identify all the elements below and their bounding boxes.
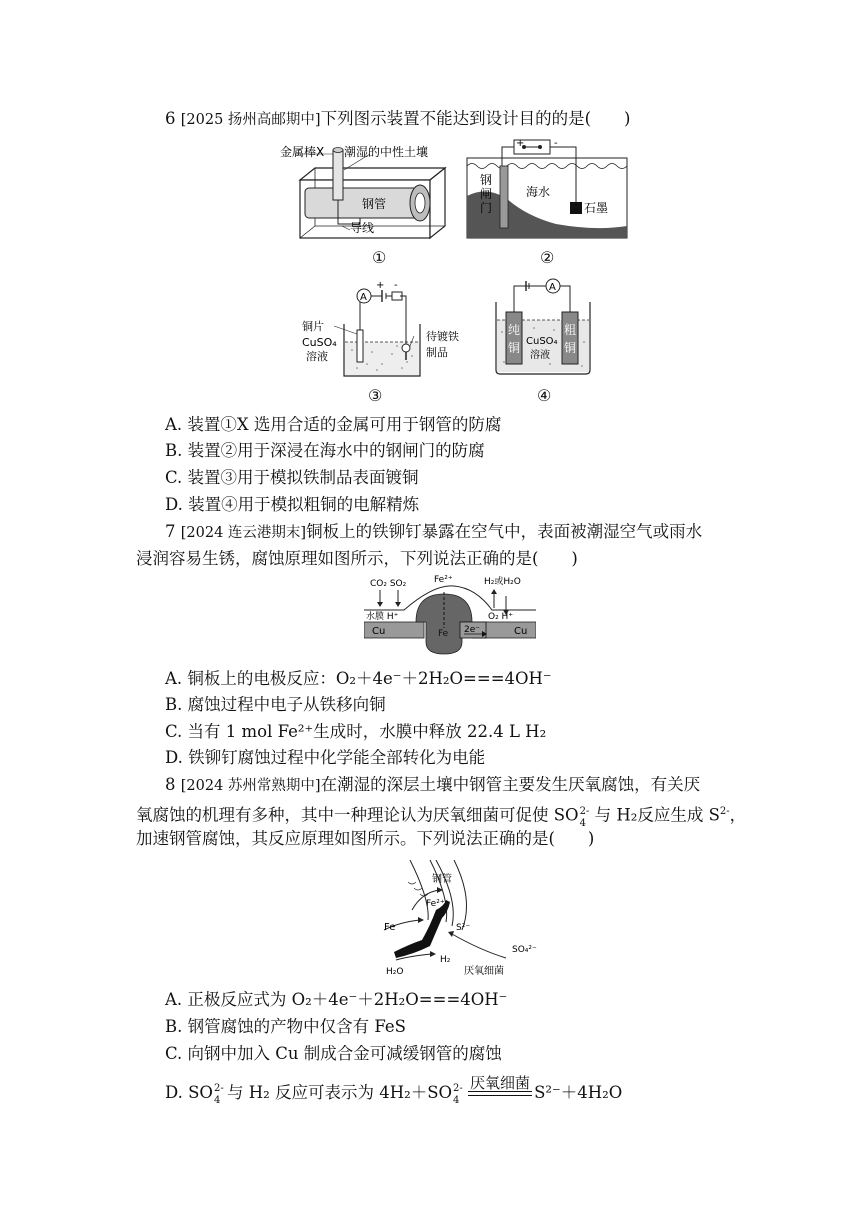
- q8-option-d-condition: 厌氧细菌: [470, 1074, 531, 1092]
- q6-fig3-cu-plate-label: 铜片: [302, 320, 324, 333]
- q6-fig3-plus: +: [376, 280, 385, 291]
- q6-option-a: A. 装置①X 选用合适的金属可用于钢管的防腐: [165, 415, 502, 434]
- q8-fig-s2: S²⁻: [456, 923, 471, 933]
- q8-fig-bacteria: 厌氧细菌: [464, 966, 504, 977]
- q7-source-tag: [2024 连云港期末]: [180, 525, 307, 541]
- q7-fig-h2-h2o: H₂或H₂O: [484, 577, 521, 587]
- q8-fig-pipe: 钢管: [432, 874, 452, 885]
- q6-fig2-gate-2: 闸: [480, 187, 493, 201]
- q6-source-tag: [2025 扬州高邮期中]: [180, 112, 321, 128]
- q6-option-d: D. 装置④用于模拟粗铜的电解精炼: [165, 495, 420, 514]
- q8-source-tag: [2024 苏州常熟期中]: [180, 778, 321, 794]
- q8-stem-line-1: [165, 774, 700, 797]
- q6-number: 6: [165, 109, 176, 128]
- q8-fig-fe2: Fe²⁺: [426, 899, 445, 909]
- q6-figure-2: [466, 136, 628, 240]
- q6-fig2-sea-label: 海水: [526, 185, 551, 199]
- q7-figure: [364, 572, 536, 658]
- q8-stem-3: 加速钢管腐蚀，其反应原理如图所示。下列说法正确的是( ): [136, 829, 595, 848]
- q7-fig-fe: Fe: [438, 629, 449, 639]
- q6-fig4-ammeter: A: [549, 282, 556, 293]
- q8-option-b: B. 钢管腐蚀的产物中仅含有 FeS: [165, 1017, 406, 1036]
- q6-fig3-solution-label: 溶液: [306, 350, 328, 363]
- q7-number: 7: [165, 522, 176, 541]
- q8-stem-2b: 与 H₂反应生成 S: [594, 805, 720, 825]
- q7-option-c: C. 当有 1 mol Fe²⁺生成时，水膜中释放 22.4 L H₂: [165, 722, 547, 741]
- q8-fig-fe: Fe: [384, 922, 396, 933]
- q6-fig3-number: ③: [368, 386, 383, 405]
- q6-fig3-target-label-2: 制品: [426, 346, 448, 359]
- q6-fig4-solution-label: 溶液: [530, 350, 550, 361]
- q7-stem-1: 铜板上的铁铆钉暴露在空气中，表面被潮湿空气或雨水: [306, 522, 703, 541]
- q6-fig2-plus: +: [516, 138, 525, 149]
- q8-stem-2a: 氧腐蚀的机理有多种，其中一种理论认为厌氧细菌可促使 SO: [136, 805, 579, 825]
- q6-fig2-minus: -: [554, 138, 558, 149]
- q7-fig-cu-right: Cu: [514, 626, 528, 637]
- q6-fig2-graphite-label: 石墨: [584, 201, 609, 215]
- q7-option-b: B. 腐蚀过程中电子从铁移向铜: [165, 695, 386, 714]
- q6-option-b: B. 装置②用于深浸在海水中的钢闸门的防腐: [165, 441, 485, 460]
- q6-fig3-target-label: 待镀铁: [426, 330, 459, 343]
- q6-fig4-number: ④: [537, 386, 552, 405]
- q6-option-c: C. 装置③用于模拟铁制品表面镀铜: [165, 468, 419, 487]
- q6-fig3-minus: -: [394, 280, 398, 291]
- q8-option-d-pre: D. SO: [165, 1083, 213, 1102]
- q6-figure-1: [280, 140, 455, 250]
- q8-option-c: C. 向钢中加入 Cu 制成合金可减缓钢管的腐蚀: [165, 1044, 502, 1063]
- q8-number: 8: [165, 775, 176, 794]
- q6-fig3-ammeter: A: [360, 292, 367, 303]
- q6-fig4-crude-2: 铜: [564, 341, 577, 355]
- q7-fig-o2-h: O₂ H⁺: [488, 612, 514, 622]
- q6-fig1-soil-label: 潮湿的中性土壤: [344, 145, 429, 159]
- q7-fig-water-film: 水膜 H⁺: [366, 612, 399, 622]
- q6-fig2-gate-3: 门: [480, 201, 493, 215]
- q7-fig-gases: CO₂ SO₂: [370, 579, 407, 589]
- q8-stem-2c: ，: [729, 805, 747, 825]
- q7-stem-2: 浸润容易生锈，腐蚀原理如图所示，下列说法正确的是( ): [136, 549, 578, 568]
- q6-fig2-number: ②: [540, 248, 555, 267]
- q6-stem: 下列图示装置不能达到设计目的的是( ): [320, 109, 631, 128]
- q6-figure-3: [302, 280, 484, 382]
- q6-fig1-wire-label: 导线: [350, 221, 375, 235]
- q8-stem-1: 在潮湿的深层土壤中钢管主要发生厌氧腐蚀，有关厌: [320, 775, 701, 794]
- q8-option-d-post: S²⁻＋4H₂O: [534, 1083, 623, 1102]
- q8-stem-line-2: 氧腐蚀的机理有多种，其中一种理论认为厌氧细菌可促使 SO 2- 4 与 H₂反应生成 $S^{2-}$，: [136, 805, 747, 829]
- q8-option-d: D. SO 2- 4 与 H₂ 反应可表示为 4H₂＋SO 2- 4 厌氧细菌 S²⁻＋4H₂O: [165, 1074, 623, 1106]
- q6-fig4-crude-1: 粗: [564, 323, 577, 337]
- q8-fig-h2: H₂: [440, 955, 451, 965]
- q6-fig3-cuso4-label: CuSO₄: [302, 336, 337, 349]
- q7-fig-cu-left: Cu: [372, 626, 386, 637]
- q6-figure-4: [494, 272, 594, 376]
- q7-fig-electrons: 2e⁻: [464, 625, 481, 635]
- q7-option-a: A. 铜板上的电极反应：O₂＋4e⁻＋2H₂O===4OH⁻: [165, 669, 552, 688]
- q6-fig1-pipe-label: 钢管: [362, 197, 387, 211]
- q6-fig4-pure-1: 纯: [508, 323, 521, 337]
- q6-fig2-gate-1: 钢: [480, 173, 493, 187]
- q8-fig-so4: SO₄²⁻: [512, 945, 537, 955]
- q6-fig4-cuso4-label: CuSO₄: [526, 336, 558, 347]
- q8-option-a: A. 正极反应式为 O₂＋4e⁻＋2H₂O===4OH⁻: [165, 990, 508, 1009]
- q8-figure: [370, 860, 542, 980]
- q6-fig1-number: ①: [372, 248, 387, 267]
- q7-option-d: D. 铁铆钉腐蚀过程中化学能全部转化为电能: [165, 748, 486, 767]
- q8-option-d-mid: 与 H₂ 反应可表示为 4H₂＋SO: [226, 1083, 453, 1102]
- q8-fig-h2o: H₂O: [386, 967, 404, 977]
- q6-fig4-pure-2: 铜: [508, 341, 521, 355]
- q7-stem-line-1: [165, 521, 702, 544]
- q6-fig1-metal-rod-label: 金属棒X: [280, 145, 325, 159]
- q6-stem-line: [165, 108, 630, 131]
- q7-fig-fe2: Fe²⁺: [434, 575, 453, 585]
